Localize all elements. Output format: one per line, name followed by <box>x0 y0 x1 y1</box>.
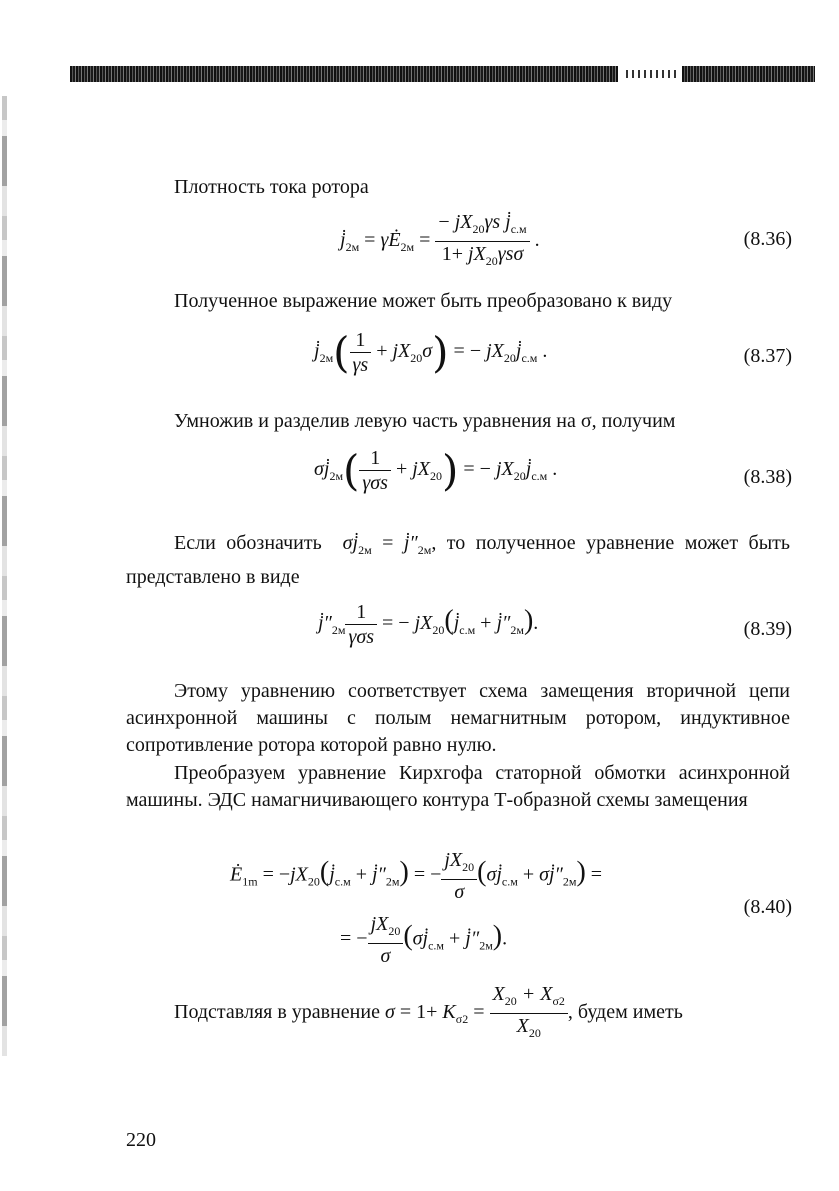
scan-header-bar <box>70 66 815 82</box>
equation-number-8-39: (8.39) <box>743 618 792 640</box>
paragraph-substitute-start: Подставляя в уравнение <box>174 1001 380 1024</box>
equation-8-36: $j̇_{2м}$ = $\gamma Ė_{2м}$ = $\frac{- jX_{20}\gamma s j̇_{с.м}}{1+ jX_{20}\gamma s\sigma}$ . <box>340 211 540 268</box>
equation-number-8-38: (8.38) <box>743 466 792 488</box>
paragraph-equivalent-circuit <box>126 678 790 759</box>
paragraph-substitute: Подставляя в уравнение $\sigma = 1+ K_{\sigma 2}$ = $\frac{X_{20} + X_{\sigma 2}}{X_{20}}$ , будем иметь <box>174 983 683 1040</box>
paragraph-substitute-end: , будем иметь <box>567 1001 683 1024</box>
page-number: 220 <box>126 1129 156 1151</box>
equation-number-8-40: (8.40) <box>743 896 792 918</box>
equation-8-37: $j̇_{2м}$( $\frac{1}{\gamma s}$ + $jX_{20}\sigma$) = − $jX_{20}j̇_{с.м}$ . <box>314 328 548 377</box>
equation-8-38: $\sigma j̇_{2м}$( $\frac{1}{\text{γσs}}$ + $jX_{20}$) = − $jX_{20}j̇_{с.м}$ . <box>314 446 558 495</box>
paragraph-kirchhoff-text: Преобразуем уравнение Кирхгофа статорной обмотки асинхронной машины. ЭДС намагничивающего контура Т-образной схемы замещения <box>126 762 790 811</box>
equation-number-8-36: (8.36) <box>743 228 792 250</box>
paragraph-denote: Если обозначить $\sigma j̇_{2м}$ = $j̇''_{2м}$, то полученное уравнение может быть представлено в виде <box>126 532 790 588</box>
scan-left-edge <box>2 96 7 1056</box>
paragraph-denote-end: , то полученное уравнение может быть представлено в виде <box>126 532 790 588</box>
paragraph-transformed: Полученное выражение может быть преобразовано к виду <box>174 290 673 312</box>
equation-8-40-line1: $Ė_{1m}$ = $-jX_{20}(j̇_{с.м}$ + $j̇''_{2м}$) = − $\frac{jX_{20}}{\sigma}$ ($\sigma j̇_{с.м}$ + $\sigma j̇''_{2м}$) = <box>230 849 603 903</box>
equation-number-8-37: (8.37) <box>743 345 792 367</box>
paragraph-kirchhoff <box>126 760 790 814</box>
equation-8-40-line2: = − $\frac{jX_{20}}{\sigma}$ ($\sigma j̇_{с.м}$ + $j̇''_{2м}$). <box>340 913 508 967</box>
paragraph-multiply-divide: Умножив и разделив левую часть уравнения на σ, получим <box>174 410 676 432</box>
paragraph-denote-start: Если обозначить <box>174 532 322 554</box>
paragraph-rotor-current-density: Плотность тока ротора <box>174 176 369 198</box>
paragraph-equivalent-circuit-text: Этому уравнению соответствует схема замещения вторичной цепи асинхронной машины с полым немагнитным ротором, индуктивное сопротивление ротора которой равно нулю. <box>126 680 790 756</box>
equation-8-39: $j̇''_{2м}$ $\frac{1}{\text{γσs}}$ = − $jX_{20}(j̇_{с.м}$ + $j̇''_{2м}$). <box>318 601 539 648</box>
